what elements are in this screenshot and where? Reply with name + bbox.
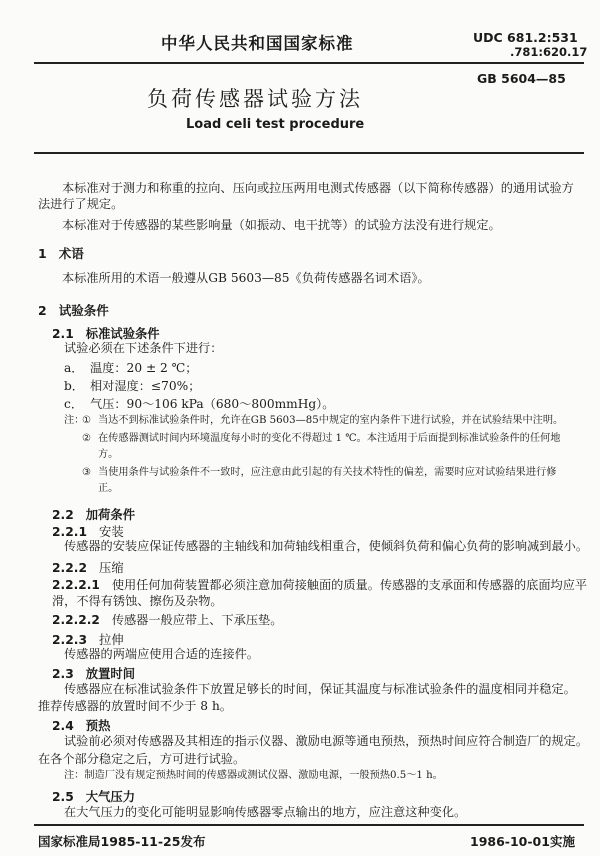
section-2-number: 2 [38,303,47,318]
section-2-2-2-1-number: 2.2.2.1 [52,578,100,592]
intro-paragraph-line-1: 本标准对于测力和称重的拉向、压向或拉压两用电测式传感器（以下简称传感器）的通用试验方 [62,181,574,195]
note-mark: ① [82,415,92,426]
udc-code: UDC 681.2:531 [473,30,578,45]
title-rule [34,152,584,154]
section-2-2-3-number: 2.2.3 [52,633,88,647]
section-2-1-title: 标准试验条件 [85,327,160,341]
condition-item-b [64,378,200,394]
section-2-2-1-number: 2.2.1 [52,525,88,539]
section-2-2-2-1 [52,577,587,593]
section-2-5-title: 大气压力 [85,790,135,804]
section-2-5-heading [52,787,135,805]
section-2-2-2-heading [52,558,124,576]
intro-paragraph-line-2: 法进行了规定。 [38,197,124,211]
note-2 [82,432,560,446]
section-2-2-3-text: 传感器的两端应使用合适的连接件。 [64,647,259,661]
section-2-3-title: 放置时间 [85,667,135,681]
document-title-english: Load celi test procedure [186,117,365,132]
section-1-text: 本标准所用的术语一般遵从GB 5603—85《负荷传感器名词术语》。 [62,271,430,285]
note-text: 当使用条件与试验条件不一致时，应注意由此引起的有关技术特性的偏差，需要时应对试验结果进行修 [98,467,557,478]
udc-code-continued: .781:620.17 [510,45,588,59]
note-3-continued: 正。 [98,483,119,494]
condition-text: 相对湿度：≤70%； [90,379,201,393]
condition-text: 气压：90～106 kPa（680～800mmHg）。 [90,397,335,411]
section-2-2-2-title: 压缩 [99,561,124,575]
section-2-1-lead: 试验必须在下述条件下进行： [64,341,223,355]
section-2-title: 试验条件 [58,303,109,318]
condition-item-a [64,360,197,376]
header-rule [34,62,584,64]
issuing-authority: 中华人民共和国国家标准 [161,34,354,53]
section-2-2-2-2 [52,612,282,628]
section-2-2-title: 加荷条件 [85,508,135,522]
section-2-2-heading [52,505,135,523]
section-2-2-2-1-text: 使用任何加荷装置都必须注意加荷接触面的质量。传感器的支承面和传感器的底面均应平 [111,578,588,592]
note-3 [82,466,556,480]
footer-rule [34,824,584,826]
section-2-2-1-text: 传感器的安装应保证传感器的主轴线和加荷轴线相重合，使倾斜负荷和偏心负荷的影响减到最小。 [64,539,589,553]
effective-date: 1986-10-01实施 [470,834,575,849]
section-2-2-2-2-number: 2.2.2.2 [52,613,100,627]
issue-date: 国家标准局1985-11-25发布 [38,834,206,849]
document-title: 负荷传感器试验方法 [147,87,363,111]
section-2-4-text-line-1: 试验前必须对传感器及其相连的指示仪器、激励电源等通电预热，预热时间应符合制造厂的规定。 [64,734,589,748]
section-2-4-note: 注：制造厂没有规定预热时间的传感器或测试仪器、激励电源，一般预热0.5～1 h。 [64,770,443,781]
condition-label: c． [64,397,84,411]
note-2-continued: 方。 [98,449,119,460]
note-text: 当达不到标准试验条件时，允许在GB 5603—85中规定的室内条件下进行试验，并在试验结果中注明。 [98,415,564,426]
condition-item-c [64,396,334,412]
section-2-2-2-1-continued: 滑，不得有锈蚀、擦伤及杂物。 [52,594,223,608]
section-2-4-heading [52,716,110,734]
section-2-heading [38,301,109,319]
section-2-2-3-title: 拉伸 [99,633,124,647]
section-2-1-number: 2.1 [52,327,74,341]
section-1-heading [38,244,84,262]
condition-label: b． [64,379,84,393]
section-2-2-1-title: 安装 [99,525,124,539]
section-2-3-text-line-2: 推荐传感器的放置时间不少于 8 h。 [38,699,232,713]
section-2-5-number: 2.5 [52,790,74,804]
condition-label: a． [64,361,84,375]
section-2-3-text-line-1: 传感器应在标准试验条件下放置足够长的时间，保证其温度与标准试验条件的温度相同并稳定。 [64,682,576,696]
note-text: 在传感器测试时间内环境温度每小时的变化不得超过 1 ℃。本注适用于后面提到标准试验条件的任何地 [98,433,561,444]
note-1 [82,414,563,428]
intro-paragraph-2: 本标准对于传感器的某些影响量（如振动、电干扰等）的试验方法没有进行规定。 [62,218,501,232]
section-1-number: 1 [38,246,47,261]
notes-label: 注： [64,415,85,426]
section-2-4-text-line-2: 在各个部分稳定之后，方可进行试验。 [38,752,246,766]
section-2-5-text: 在大气压力的变化可能明显影响传感器零点输出的地方，应注意这种变化。 [64,805,467,819]
section-2-3-heading [52,664,135,682]
note-mark: ② [82,433,92,444]
gb-number: GB 5604—85 [477,71,566,86]
section-2-3-number: 2.3 [52,667,74,681]
note-mark: ③ [82,467,92,478]
section-2-4-number: 2.4 [52,719,74,733]
section-2-2-2-number: 2.2.2 [52,561,88,575]
section-2-4-title: 预热 [85,719,111,733]
section-1-title: 术语 [58,246,84,261]
section-2-2-2-2-text: 传感器一般应带上、下承压垫。 [111,613,283,627]
condition-text: 温度：20 ± 2 ℃； [90,361,198,375]
section-2-2-number: 2.2 [52,508,74,522]
